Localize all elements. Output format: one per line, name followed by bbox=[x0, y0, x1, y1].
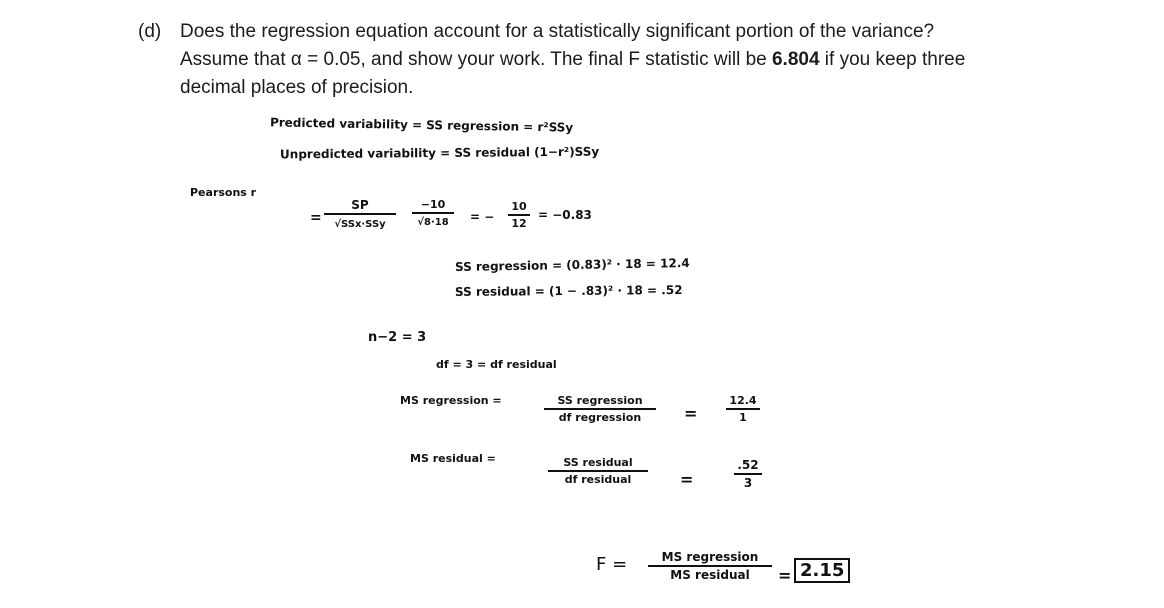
fraction-bar bbox=[734, 473, 762, 475]
equals-sign: = bbox=[684, 404, 698, 423]
question-label: (d) bbox=[138, 21, 162, 42]
question-block bbox=[138, 18, 965, 102]
fraction-bar bbox=[508, 214, 530, 216]
f-label: F = bbox=[596, 554, 628, 575]
f-result-box bbox=[794, 560, 850, 581]
equals-sign: = bbox=[310, 210, 322, 226]
sqrt-denominator: √SSx·SSy bbox=[334, 219, 386, 230]
f-result: 2.15 bbox=[794, 558, 850, 583]
ss-residual-line: SS residual = (1 − .83)² · 18 = .52 bbox=[454, 283, 683, 299]
ms-residual-fraction: SS residual df residual bbox=[548, 456, 648, 486]
point-52-over-three: .52 3 bbox=[734, 458, 762, 490]
fraction-bar bbox=[412, 212, 454, 214]
sp-numerator: SP bbox=[351, 198, 369, 212]
neg10-numerator: −10 bbox=[420, 198, 446, 211]
ms-regression-label: MS regression = bbox=[400, 394, 502, 407]
equals-sign: = bbox=[778, 566, 792, 585]
fraction-bar bbox=[726, 408, 760, 410]
fraction-bar bbox=[544, 408, 656, 410]
predicted-variability-line: Predicted variability = SS regression = r²SSy bbox=[269, 115, 574, 135]
question-line-2: Assume that α = 0.05, and show your work. The final F statistic will be 6.804 if you keep three bbox=[180, 49, 966, 70]
ms-residual-label: MS residual = bbox=[410, 452, 496, 465]
r-value: = −0.83 bbox=[538, 208, 592, 222]
r-numeric-fraction bbox=[412, 198, 454, 228]
ss-regression-line: SS regression = (0.83)² · 18 = 12.4 bbox=[454, 255, 690, 275]
r-formula-fraction bbox=[324, 198, 396, 230]
twelve-point-four-over-one: 12.4 1 bbox=[726, 394, 760, 424]
pearsons-label: Pearsons r bbox=[190, 186, 257, 199]
ten-over-twelve: 10 12 bbox=[508, 200, 530, 230]
question-line-3: decimal places of precision. bbox=[180, 77, 414, 98]
f-fraction: MS regression MS residual bbox=[648, 550, 772, 582]
n-minus-2: n−2 = 3 bbox=[368, 330, 427, 345]
fraction-bar bbox=[324, 213, 396, 215]
sqrt-8-18-denominator: √8·18 bbox=[417, 217, 449, 228]
equals-sign: = bbox=[680, 470, 694, 489]
df-line: df = 3 = df residual bbox=[436, 358, 557, 371]
fraction-bar bbox=[648, 565, 772, 567]
question-line-1: (d) Does the regression equation account for a statistically significant portion of the variance? bbox=[138, 18, 965, 46]
f-statistic-value: 6.804 bbox=[771, 49, 820, 70]
unpredicted-variability-line: Unpredicted variability = SS residual (1−r²)SSy bbox=[279, 144, 600, 162]
equals-neg: = − bbox=[470, 210, 495, 224]
fraction-bar bbox=[548, 470, 648, 472]
ms-regression-fraction: SS regression df regression bbox=[544, 394, 656, 424]
